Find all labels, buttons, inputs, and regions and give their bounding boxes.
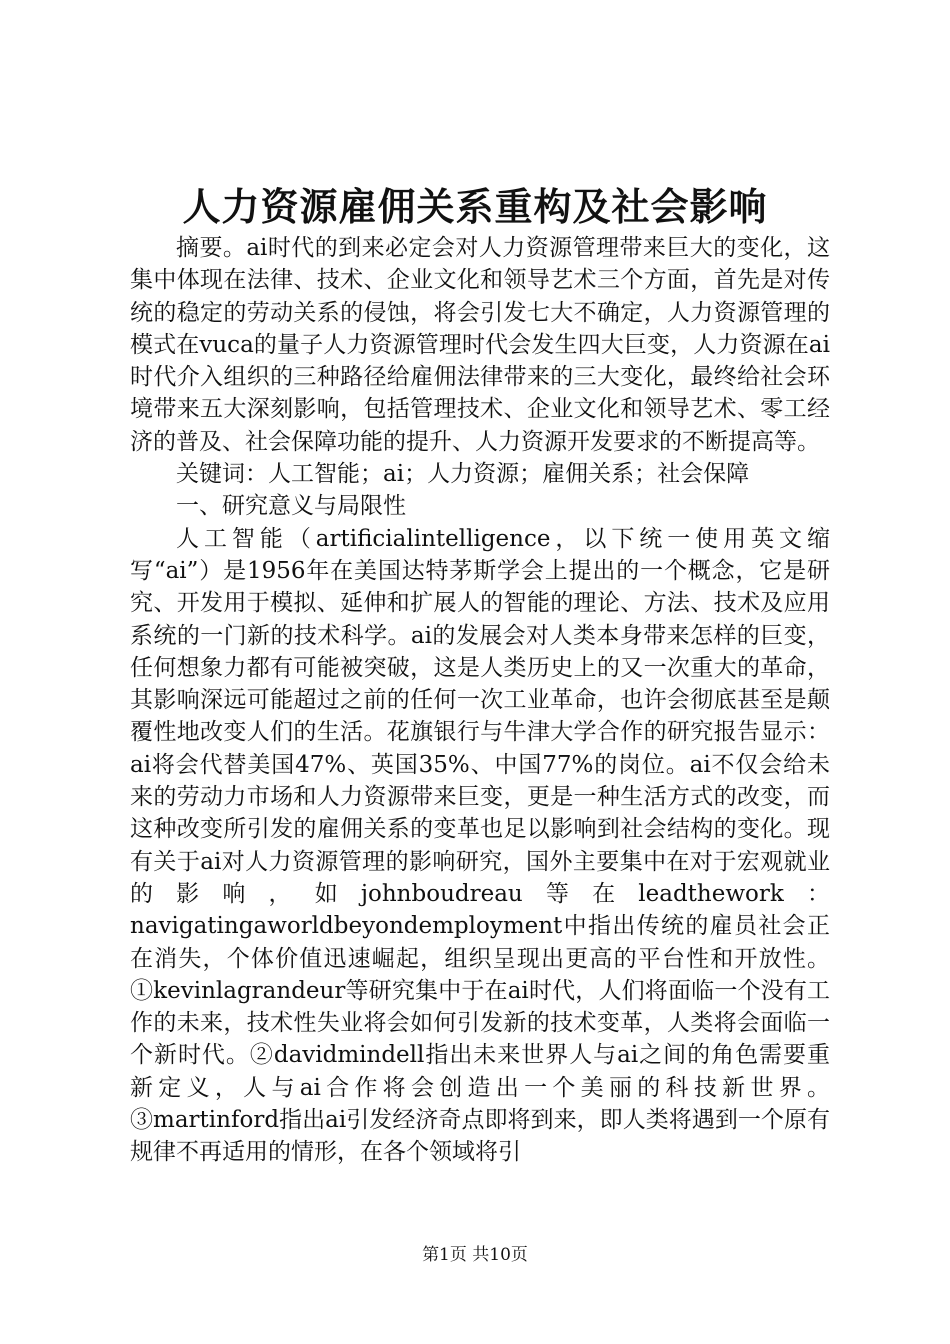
section-heading: 一、研究意义与局限性 xyxy=(176,493,406,520)
page-footer: 第1页 共10页 xyxy=(422,1245,528,1265)
document-body xyxy=(130,232,830,1169)
body-paragraph: 人工智能（artificialintelligence，以下统一使用英文缩写“ai”）是1956年在美国达特茅斯学会上提出的一个概念，它是研究、开发用于模拟、延伸和扩展人的智能的理论、方法、技术及应用系统的一门新的技术科学。ai的发展会对人类本身带来怎样的巨变，任何想象力都有可能被突破，这是人类历史上的又一次重大的革命，其影响深远可能超过之前的任何一次工业革命，也许会彻底甚至是颠覆性地改变人们的生活。花旗银行与牛津大学合作的研究报告显示：ai将会代替美国47%、英国35%、中国77%的岗位。ai不仅会给未来的劳动力市场和人力资源带来巨变，更是一种生活方式的改变，而这种改变所引发的雇佣关系的变革也足以影响到社会结构的变化。现有关于ai对人力资源管理的影响研究，国外主要集中在对于宏观就业的影响，如johnboudreau等在leadthework：navigatingaworldbeyondemployment中指出传统的雇员社会正在消失，个体价值迅速崛起，组织呈现出更高的平台性和开放性。①kevinlagrandeur等研究集中于在ai时代，人们将面临一个没有工作的未来，技术性失业将会如何引发新的技术变革，人类将会面临一个新时代。②davidmindell指出未来世界人与ai之间的角色需要重新定义，人与ai合作将会创造出一个美丽的科技新世界。③martinford指出ai引发经济奇点即将到来，即人类将遇到一个原有规律不再适用的情形，在各个领域将引 xyxy=(130,525,830,1166)
abstract-paragraph: 摘要。ai时代的到来必定会对人力资源管理带来巨大的变化，这集中体现在法律、技术、企业文化和领导艺术三个方面，首先是对传统的稳定的劳动关系的侵蚀，将会引发七大不确定，人力资源管理的模式在vuca的量子人力资源管理时代会发生四大巨变，人力资源在ai时代介入组织的三种路径给雇佣法律带来的三大变化，最终给社会环境带来五大深刻影响，包括管理技术、企业文化和领导艺术、零工经济的普及、社会保障功能的提升、人力资源开发要求的不断提高等。 xyxy=(130,235,830,455)
document-title: 人力资源雇佣关系重构及社会影响 xyxy=(182,184,768,229)
keywords-paragraph: 关键词：人工智能；ai；人力资源；雇佣关系；社会保障 xyxy=(176,461,750,488)
